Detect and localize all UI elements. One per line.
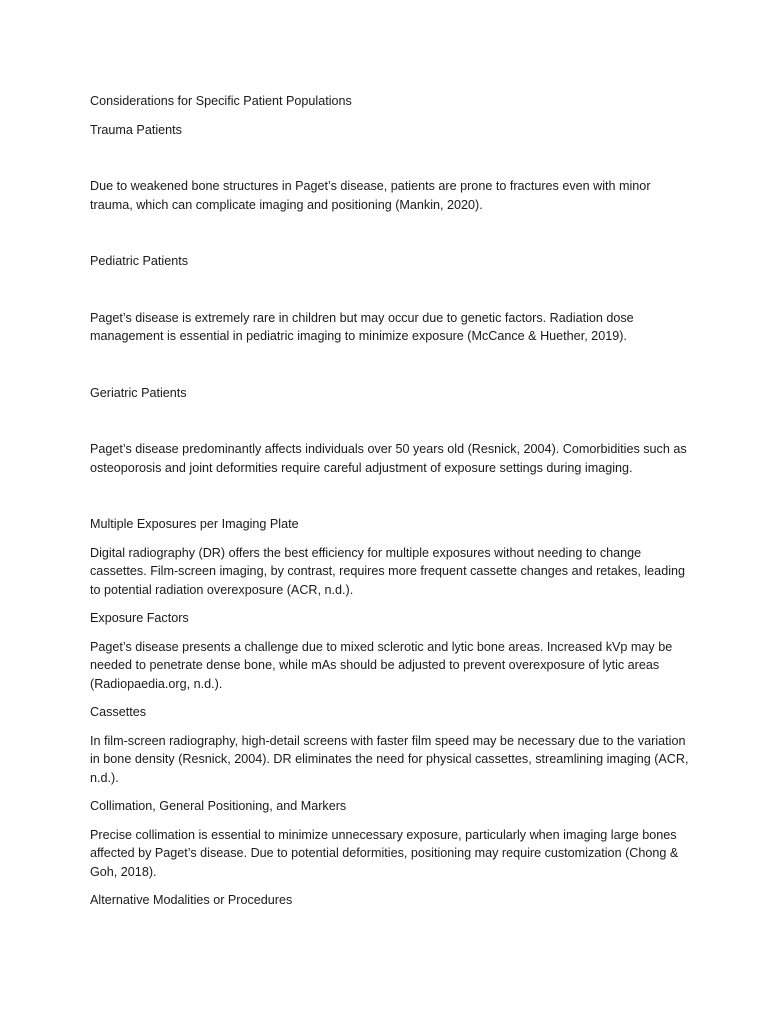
multiple-exposures-paragraph: Digital radiography (DR) offers the best efficiency for multiple exposures without needing to change cassettes. Film-screen imaging, by contrast, requires more frequent cassette changes and retakes, leading to potential radiation overexposure (ACR, n.d.). xyxy=(90,545,685,597)
cassettes-paragraph: In film-screen radiography, high-detail screens with faster film speed may be necessary due to the variation in bone density (Resnick, 2004). DR eliminates the need for physical cassettes, streamlining imaging (ACR, n.d.). xyxy=(90,733,689,785)
collimation-paragraph: Precise collimation is essential to minimize unnecessary exposure, particularly when imaging large bones affected by Paget’s disease. Due to potential deformities, positioning may require customization (Chong & Goh, 2018). xyxy=(90,827,679,879)
document-content xyxy=(90,92,690,920)
geriatric-paragraph: Paget’s disease predominantly affects individuals over 50 years old (Resnick, 2004). Comorbidities such as osteoporosis and joint deformities require careful adjustment of exposure settings during imaging. xyxy=(90,442,687,475)
collimation-heading: Collimation, General Positioning, and Markers xyxy=(90,799,347,813)
multiple-exposures-heading: Multiple Exposures per Imaging Plate xyxy=(90,517,299,531)
pediatric-heading: Pediatric Patients xyxy=(90,254,189,268)
alternative-modalities-heading: Alternative Modalities or Procedures xyxy=(90,893,293,907)
exposure-factors-heading: Exposure Factors xyxy=(90,611,189,625)
geriatric-heading: Geriatric Patients xyxy=(90,385,187,400)
trauma-heading: Trauma Patients xyxy=(90,122,182,137)
trauma-paragraph: Due to weakened bone structures in Paget’s disease, patients are prone to fractures even with minor trauma, which can complicate imaging and positioning (Mankin, 2020). xyxy=(90,179,651,212)
cassettes-heading: Cassettes xyxy=(90,705,146,719)
pediatric-paragraph: Paget’s disease is extremely rare in children but may occur due to genetic factors. Radiation dose management is essential in pediatric imaging to minimize exposure (McCance & Huether, 2019). xyxy=(90,310,634,343)
section-heading: Considerations for Specific Patient Populations xyxy=(90,94,352,108)
exposure-factors-paragraph: Paget’s disease presents a challenge due to mixed sclerotic and lytic bone areas. Increased kVp may be needed to penetrate dense bone, while mAs should be adjusted to prevent overexposure of lytic areas (Radiopaedia.org, n.d.). xyxy=(90,639,673,691)
